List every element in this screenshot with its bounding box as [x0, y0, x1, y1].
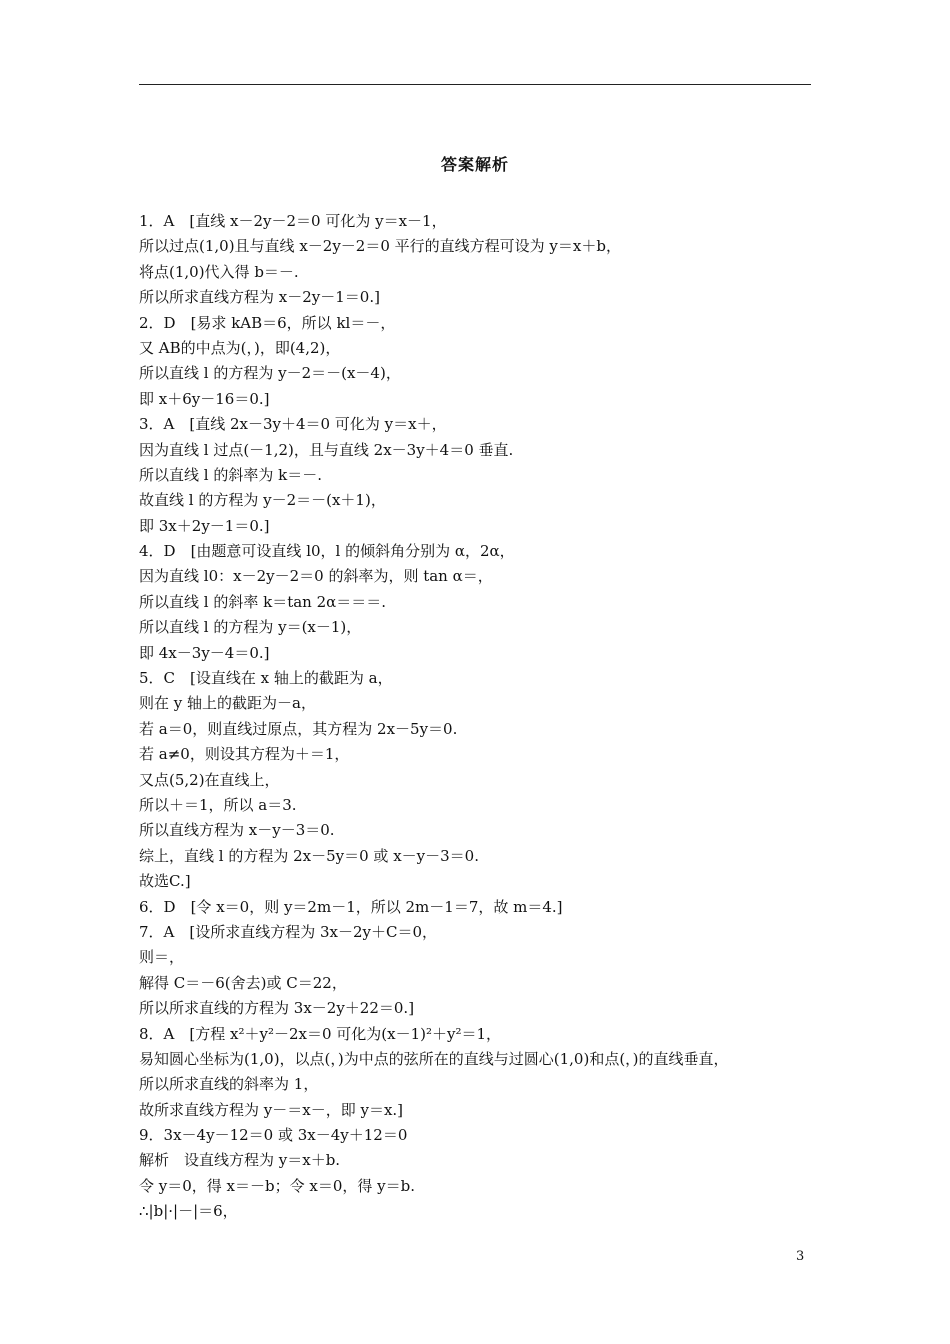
text-line: 即 4x－3y－4＝0.] — [139, 643, 270, 662]
text-line: 又点(5,2)在直线上， — [139, 770, 280, 789]
text-line: 4．D [由题意可设直线 l0，l 的倾斜角分别为 α，2α， — [139, 542, 515, 561]
text-line: 6．D [令 x＝0，则 y＝2m－1，所以 2m－1＝7，故 m＝4.] — [139, 897, 563, 916]
text-line: 2．D [易求 kAB＝6，所以 kl＝－， — [139, 313, 396, 332]
text-line: 所以＋＝1，所以 a＝3. — [139, 795, 297, 814]
text-line: 所以直线方程为 x－y－3＝0. — [139, 821, 335, 840]
text-line: 所以所求直线方程为 x－2y－1＝0.] — [139, 288, 380, 307]
text-line: 综上，直线 l 的方程为 2x－5y＝0 或 x－y－3＝0. — [139, 846, 479, 865]
text-line: 故选C.] — [139, 872, 191, 891]
text-line: 所以直线 l 的方程为 y－2＝－(x－4)， — [139, 364, 401, 383]
text-line: ∴|b|·|－|＝6， — [139, 1202, 238, 1221]
header-rule — [139, 84, 811, 85]
text-line: 则＝， — [139, 948, 185, 967]
text-line: 若 a＝0，则直线过原点，其方程为 2x－5y＝0. — [139, 719, 458, 738]
text-line: 1．A [直线 x－2y－2＝0 可化为 y＝x－1， — [139, 212, 447, 230]
text-line: 所以过点(1,0)且与直线 x－2y－2＝0 平行的直线方程可设为 y＝x＋b， — [139, 237, 621, 256]
text-line: 故直线 l 的方程为 y－2＝－(x＋1)， — [139, 491, 386, 510]
text-line: 因为直线 l0：x－2y－2＝0 的斜率为，则 tan α＝， — [139, 567, 493, 586]
text-line: 7．A [设所求直线方程为 3x－2y＋C＝0， — [139, 922, 438, 941]
text-line: 若 a≠0，则设其方程为＋＝1， — [139, 745, 350, 764]
text-line: 解得 C＝－6(舍去)或 C＝22， — [139, 973, 347, 992]
text-line: 则在 y 轴上的截距为－a， — [139, 694, 316, 713]
text-line: 令 y＝0，得 x＝－b；令 x＝0，得 y＝b. — [139, 1176, 415, 1195]
text-line: 所以直线 l 的方程为 y＝(x－1)， — [139, 618, 362, 637]
text-line: 8．A [方程 x²＋y²－2x＝0 可化为(x－1)²＋y²＝1， — [139, 1024, 502, 1043]
text-line: 3．A [直线 2x－3y＋4＝0 可化为 y＝x＋， — [139, 415, 447, 434]
page-number: 3 — [796, 1249, 805, 1264]
text-line: 因为直线 l 过点(－1,2)，且与直线 2x－3y＋4＝0 垂直. — [139, 440, 514, 459]
text-line: 解析 设直线方程为 y＝x＋b. — [139, 1151, 341, 1170]
text-line: 即 3x＋2y－1＝0.] — [139, 516, 270, 535]
text-line: 所以所求直线的斜率为 1， — [139, 1075, 319, 1094]
text-line: 所以所求直线的方程为 3x－2y＋22＝0.] — [139, 999, 415, 1018]
text-line: 5．C [设直线在 x 轴上的截距为 a， — [139, 669, 393, 688]
text-line: 即 x＋6y－16＝0.] — [139, 389, 270, 408]
text-line: 故所求直线方程为 y－＝x－，即 y＝x.] — [139, 1100, 404, 1119]
answer-content — [139, 209, 819, 1225]
text-line: 将点(1,0)代入得 b＝－. — [139, 262, 299, 281]
page-title: 答案解析 — [440, 155, 509, 174]
text-line: 所以直线 l 的斜率为 k＝－. — [139, 465, 322, 484]
text-line: 9．3x－4y－12＝0 或 3x－4y＋12＝0 — [139, 1126, 408, 1145]
text-line: 又 AB的中点为(，)，即(4,2)， — [139, 338, 341, 357]
text-line: 易知圆心坐标为(1,0)，以点(，)为中点的弦所在的直线与过圆心(1,0)和点(，)的直线垂直， — [139, 1049, 729, 1068]
text-line: 所以直线 l 的斜率 k＝tan 2α＝＝＝. — [139, 592, 387, 611]
